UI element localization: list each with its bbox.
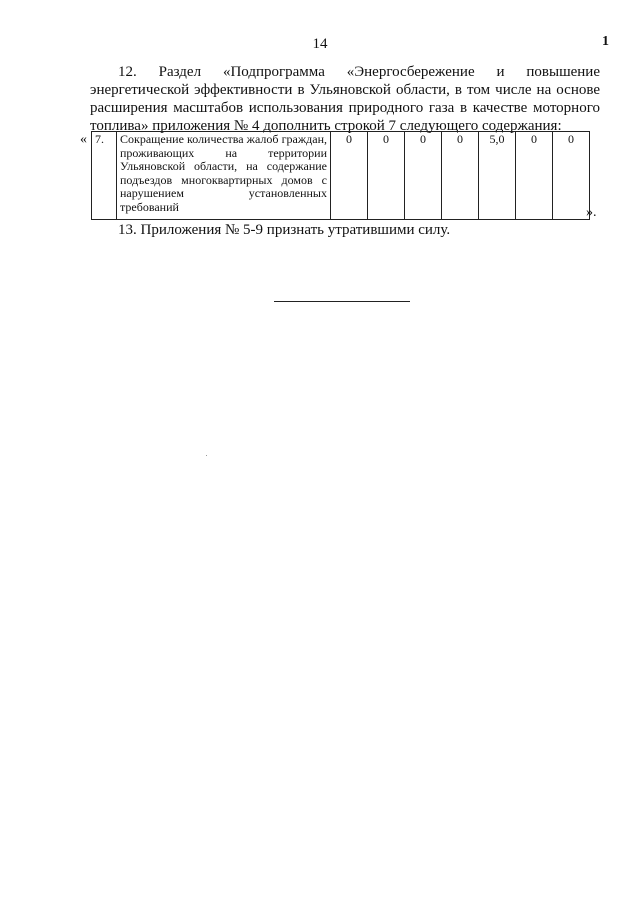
value-cell: 0	[368, 132, 405, 220]
paragraph-13: 13. Приложения № 5-9 признать утратившими силу.	[118, 222, 451, 238]
value-cell: 5,0	[479, 132, 516, 220]
table-row	[92, 132, 590, 220]
separator-line	[274, 301, 410, 302]
closing-quote: ».	[586, 205, 597, 220]
page-number: 14	[312, 36, 328, 52]
row-number-cell: 7.	[92, 132, 117, 220]
paragraph-12: 12. Раздел «Подпрограмма «Энергосбережение и повышение энергетической эффективности в Ульяновской области, в том числе на основе расширения масштабов использования природного газа в качестве моторного топлива» приложения № 4 дополнить строкой 7 следующего содержания:	[90, 64, 600, 134]
row-description-cell: Сокращение количества жалоб граждан, проживающих на территории Ульяновской области, на содержание подъездов многоквартирных домов с нарушением установленных требований	[117, 132, 331, 220]
value-cell: 0	[442, 132, 479, 220]
value-cell: 0	[331, 132, 368, 220]
corner-mark: 1	[602, 34, 609, 49]
value-cell: 0	[405, 132, 442, 220]
inserted-row-table	[91, 131, 590, 220]
opening-quote: «	[80, 132, 87, 147]
value-cell: 0	[553, 132, 590, 220]
scan-speck	[206, 455, 207, 456]
value-cell: 0	[516, 132, 553, 220]
